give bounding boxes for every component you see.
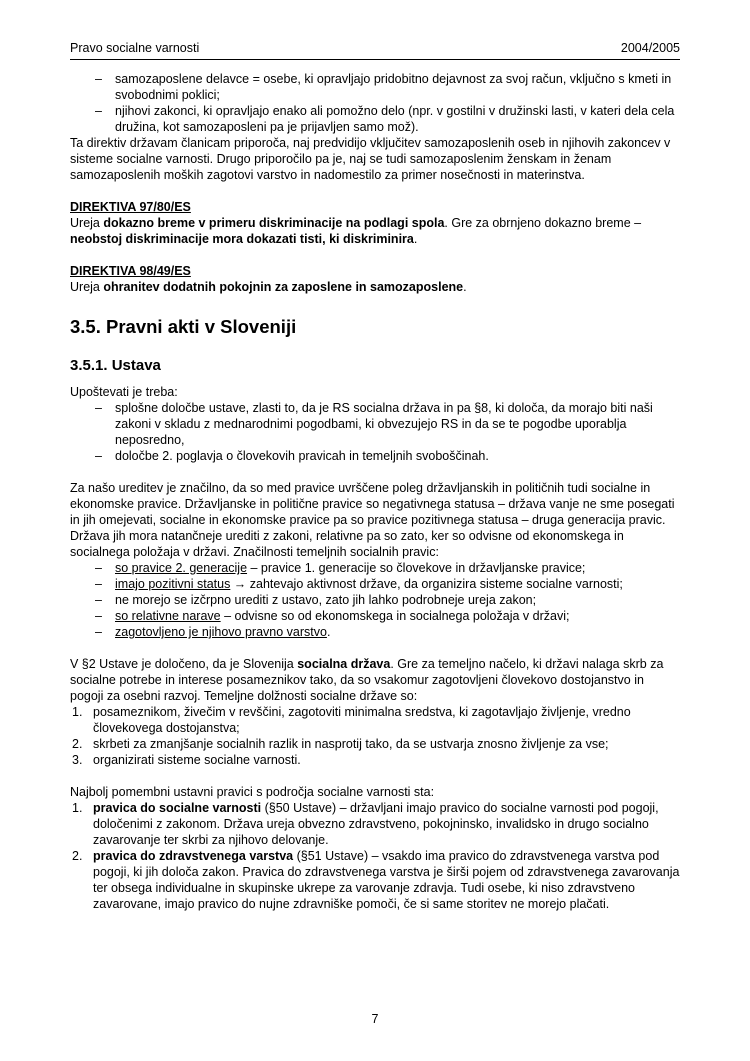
dash-marker: –: [95, 104, 102, 118]
number-marker: 2.: [72, 737, 83, 751]
header-academic-year: 2004/2005: [620, 41, 680, 55]
page-header: [70, 40, 680, 60]
features-list-item-text: ne morejo se izčrpno urediti z ustavo, zato jih lahko podrobneje ureja zakon;: [115, 593, 537, 607]
intro-list-item: [70, 71, 680, 103]
duties-list-item-text: organizirati sisteme socialne varnosti.: [93, 753, 301, 767]
ustava-list-item: [70, 448, 680, 464]
dash-marker: –: [95, 561, 102, 575]
dash-marker: –: [95, 577, 102, 591]
duties-list-item: [70, 736, 680, 752]
ustava-intro: Upoštevati je treba:: [70, 385, 178, 399]
ureditev-paragraph: Za našo ureditev je značilno, da so med pravice uvrščene poleg državljanskih in političnih tudi socialne in ekonomske pravice. Državljanske in politične pravice so negativnega statusa – država vanje ne sme posegati in jih omejevati, socialne in ekonomske pravice pa so pravice pozitivnega statusa – druga generacija pravic. Država jih mora natančneje urediti z zakoni, relativne pa so zato, ker so odvisne od ekonomskega in socialnega položaja v državi. Značilnosti temeljnih socialnih pravic:: [70, 481, 675, 559]
section-heading: 3.5. Pravni akti v Sloveniji: [70, 316, 297, 337]
rights-intro: Najbolj pomembni ustavni pravici s področja socialne varnosti sta:: [70, 785, 435, 799]
rights-list-item: [70, 848, 680, 912]
ustava-list-item: [70, 400, 680, 448]
intro-list-item-text: samozaposlene delavce = osebe, ki opravljajo pridobitno dejavnost za svoj račun, vključno s kmeti in svobodnimi poklici;: [115, 72, 672, 102]
directive-97-80-block: [70, 199, 680, 247]
number-marker: 1.: [72, 705, 83, 719]
dash-marker: –: [95, 625, 102, 639]
features-list-item: [70, 576, 680, 592]
intro-list-item-text: njihovi zakonci, ki opravljajo enako ali pomožno delo (npr. v gostilni v družinski lasti, v kateri dela cela družina, kot samozaposleni pa je prijavljen samo mož).: [115, 104, 675, 134]
directive-98-49-body: Ureja ohranitev dodatnih pokojnin za zaposlene in samozaposlene.: [70, 280, 467, 294]
dash-marker: –: [95, 401, 102, 415]
header-course-title: Pravo socialne varnosti: [70, 41, 200, 55]
dash-marker: –: [95, 609, 102, 623]
number-marker: 2.: [72, 849, 83, 863]
dash-marker: –: [95, 449, 102, 463]
directive-97-80-title: DIREKTIVA 97/80/ES: [70, 200, 191, 214]
duties-list-item-text: skrbeti za zmanjšanje socialnih razlik in nasprotij tako, da se ustvarja znosno življenje za vse;: [93, 737, 609, 751]
features-list-item-text: zagotovljeno je njihovo pravno varstvo.: [115, 625, 331, 639]
number-marker: 3.: [72, 753, 83, 767]
directive-98-49-block: [70, 263, 680, 295]
features-list-item: [70, 624, 680, 640]
subsection-heading: 3.5.1. Ustava: [70, 357, 161, 374]
duties-list-item: [70, 704, 680, 736]
features-list-item: [70, 592, 680, 608]
rights-list-item: [70, 800, 680, 848]
features-list-item: [70, 608, 680, 624]
ustava-list-item-text: splošne določbe ustave, zlasti to, da je RS socialna država in pa §8, ki določa, da morajo biti naši zakoni v skladu z mednarodnimi pogodbami, ki obvezujejo RS in da se te pogodbe uporablja neposredno,: [115, 401, 653, 447]
page-number: 7: [371, 1012, 379, 1026]
socialna-drzava-paragraph: V §2 Ustave je določeno, da je Slovenija socialna država. Gre za temeljno načelo, ki državi nalaga skrb za socialne potrebe in interese posameznikov tako, da so vsakomur zagotovljeni človekovo dostojanstvo in pogoji za osebni razvoj. Temeljne dolžnosti socialne države so:: [70, 657, 664, 703]
dash-marker: –: [95, 72, 102, 86]
duties-list-item-text: posameznikom, živečim v revščini, zagotoviti minimalna sredstva, ki zagotavljajo življenje, vredno človekovega dostojanstva;: [93, 705, 631, 735]
document-content: [70, 71, 680, 912]
intro-list-item: [70, 103, 680, 135]
duties-list-item: [70, 752, 680, 768]
dash-marker: –: [95, 593, 102, 607]
features-list-item-text: imajo pozitivni status → zahtevajo aktivnost države, da organizira sisteme socialne varnosti;: [115, 577, 623, 591]
rights-list-item-text: pravica do zdravstvenega varstva (§51 Ustave) – vsakdo ima pravico do zdravstvenega varstva pod pogoji, ki jih določa zakon. Pravica do zdravstvenega varstva je širši pojem od zdravstvenega zavarovanja ter obsega individualne in skupinske ukrepe za varovanje zdravja. Tudi osebe, ki niso zdravstveno zavarovane, imajo pravico do nujne zdravniške pomoči, če si same storitev ne morejo plačati.: [93, 849, 680, 911]
directive-97-80-body: Ureja dokazno breme v primeru diskriminacije na podlagi spola. Gre za obrnjeno dokazno breme – neobstoj diskriminacije mora dokazati tisti, ki diskriminira.: [70, 216, 642, 246]
features-list-item-text: so relativne narave – odvisne so od ekonomskega in socialnega položaja v državi;: [115, 609, 570, 623]
features-list-item-text: so pravice 2. generacije – pravice 1. generacije so človekove in državljanske pravice;: [115, 561, 586, 575]
ustava-list-item-text: določbe 2. poglavja o človekovih pravicah in temeljnih svoboščinah.: [115, 449, 489, 463]
rights-list-item-text: pravica do socialne varnosti (§50 Ustave) – državljani imajo pravico do socialne varnosti pod pogoji, določenimi z zakonom. Država ureja obvezno zdravstveno, pokojninsko, invalidsko in drugo socialno zavarovanje ter skrbi za njihovo delovanje.: [93, 801, 659, 847]
features-list-item: [70, 560, 680, 576]
directive-98-49-title: DIREKTIVA 98/49/ES: [70, 264, 191, 278]
intro-paragraph: Ta direktiv državam članicam priporoča, naj predvidijo vključitev samozaposlenih oseb in njihovih zakoncev v sisteme socialne varnosti. Drugo priporočilo pa je, naj se tudi samozaposlenim ženskam in ženam samozaposlenih moških zagotovi varstvo in nadomestilo za primer nosečnosti in materinstva.: [70, 136, 671, 182]
number-marker: 1.: [72, 801, 83, 815]
